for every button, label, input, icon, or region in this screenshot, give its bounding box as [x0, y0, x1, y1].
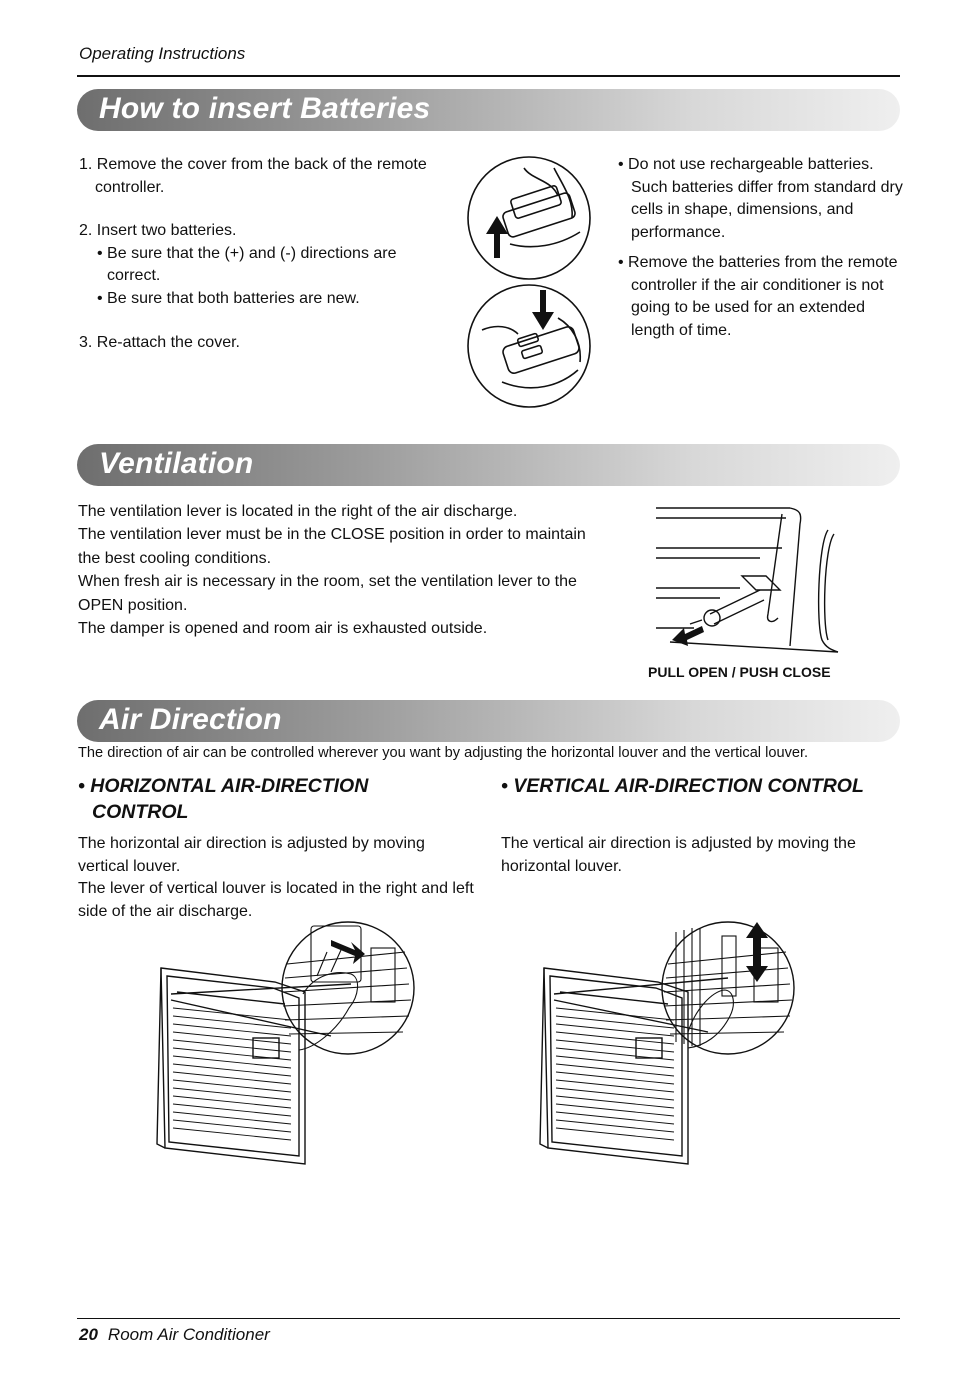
- step-1-cont: controller.: [95, 178, 165, 196]
- horizontal-heading-line-1: • HORIZONTAL AIR-DIRECTION: [78, 775, 369, 797]
- horizontal-line-1: The horizontal air direction is adjusted by moving vertical louver.: [78, 835, 425, 875]
- horizontal-heading-line-2: CONTROL: [92, 801, 189, 823]
- battery-notes: [618, 154, 903, 342]
- battery-steps: [79, 154, 459, 355]
- vertical-heading: • VERTICAL AIR-DIRECTION CONTROL: [501, 775, 864, 797]
- ventilation-title: Ventilation: [99, 447, 254, 480]
- horizontal-heading: [78, 773, 478, 825]
- footer-rule: [77, 1318, 900, 1319]
- air-direction-banner: [77, 700, 900, 742]
- running-header: Operating Instructions: [79, 44, 246, 63]
- header-rule: [77, 75, 900, 77]
- horizontal-control-illustration: [155, 912, 420, 1170]
- page-footer: [79, 1325, 270, 1345]
- air-direction-intro: The direction of air can be controlled wherever you want by adjusting the horizontal louver and the vertical louver.: [78, 745, 809, 761]
- ventilation-line-2: The ventilation lever must be in the CLOSE position in order to maintain the best cooling conditions.: [78, 526, 586, 567]
- footer-title: Room Air Conditioner: [107, 1325, 270, 1344]
- ventilation-caption: PULL OPEN / PUSH CLOSE: [648, 664, 831, 680]
- step-2: 2. Insert two batteries.: [79, 222, 237, 239]
- batteries-banner: [77, 89, 900, 131]
- step-2-bullet-1: • Be sure that the (+) and (-) directions are: [97, 244, 397, 262]
- batteries-title: How to insert Batteries: [99, 92, 431, 125]
- step-1: 1. Remove the cover from the back of the remote: [79, 156, 427, 173]
- ventilation-line-3: When fresh air is necessary in the room, set the ventilation lever to the OPEN position.: [78, 573, 577, 614]
- step-3: 3. Re-attach the cover.: [79, 334, 240, 351]
- step-2-bullet-2: • Be sure that both batteries are new.: [97, 289, 360, 307]
- ventilation-line-1: The ventilation lever is located in the right of the air discharge.: [78, 503, 518, 520]
- horizontal-line-2: The lever of vertical louver is located in the right and left side of the air discharge.: [78, 880, 474, 920]
- step-2-bullet-1-cont: correct.: [107, 267, 161, 284]
- ventilation-line-4: The damper is opened and room air is exhausted outside.: [78, 620, 488, 638]
- remote-battery-illustration: [462, 150, 596, 414]
- vertical-line-1: The vertical air direction is adjusted by moving the horizontal louver.: [501, 835, 856, 875]
- note-1: • Do not use rechargeable batteries. Such batteries differ from standard dry cells in shape, dimensions, and performance.: [618, 156, 903, 241]
- ventilation-banner: [77, 444, 900, 486]
- ventilation-text: [78, 500, 598, 640]
- note-2: • Remove the batteries from the remote controller if the air conditioner is not going to be used for an extended length of time.: [618, 254, 898, 339]
- ventilation-lever-illustration: [650, 504, 840, 656]
- vertical-control-illustration: [538, 912, 803, 1170]
- page-number: 20: [79, 1325, 98, 1344]
- horizontal-text: [78, 833, 474, 923]
- vertical-text: [501, 833, 896, 878]
- air-direction-title: Air Direction: [99, 703, 282, 736]
